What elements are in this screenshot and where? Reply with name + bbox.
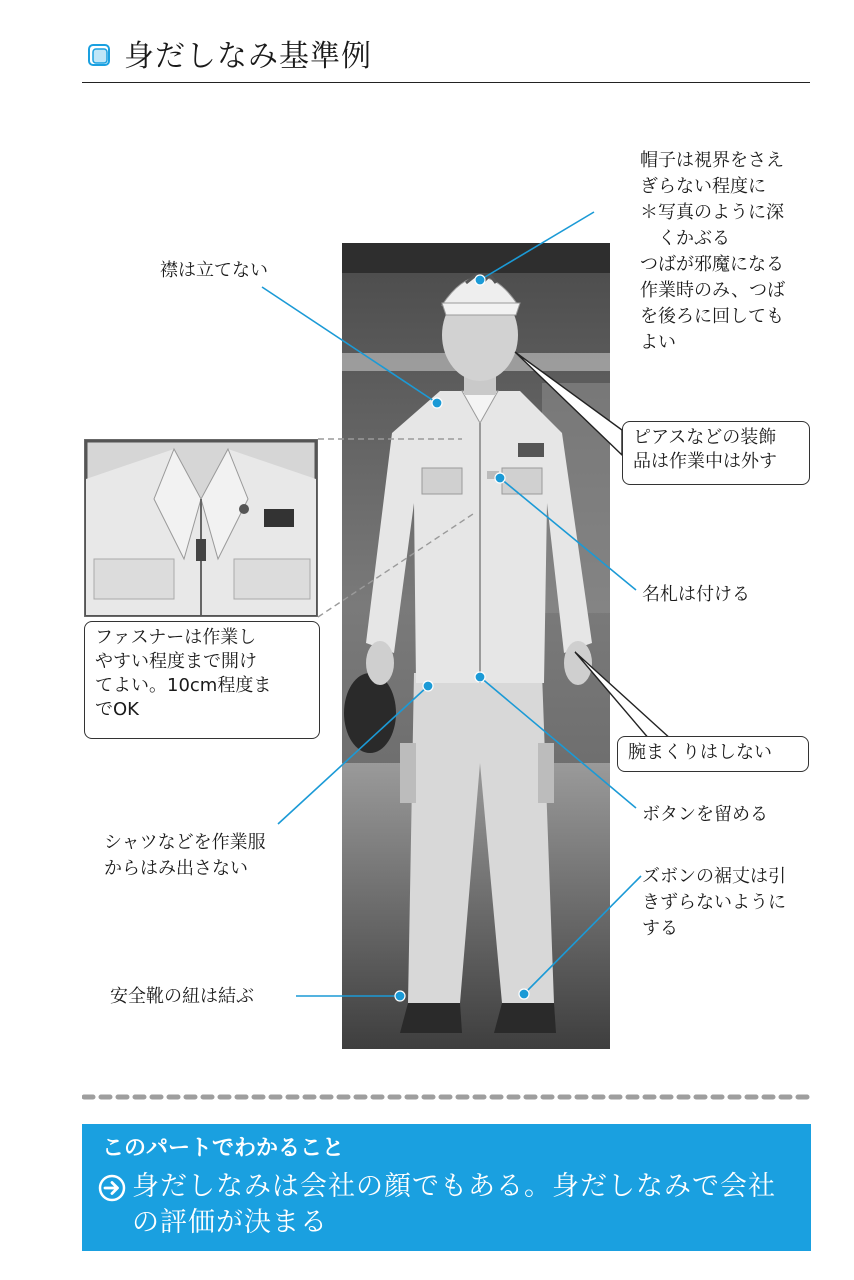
nametag-label: 名札は付ける xyxy=(642,584,750,605)
summary-text: 身だしなみは会社の顔でもある。身だしなみで会社の評価が決まる xyxy=(132,1171,776,1238)
page-header xyxy=(82,38,810,83)
page-title: 身だしなみ基準例 xyxy=(124,39,372,74)
worker-photo xyxy=(342,243,610,1049)
shirt-label: シャツなどを作業服 からはみ出さない xyxy=(104,832,266,879)
arrow-right-icon xyxy=(98,1174,126,1202)
accessories-callout: ピアスなどの装飾 品は作業中は外す xyxy=(622,421,810,485)
shoes-label: 安全靴の紐は結ぶ xyxy=(110,986,254,1007)
summary-panel xyxy=(82,1124,811,1251)
collar-closeup-photo xyxy=(84,439,318,617)
dotted-divider xyxy=(82,1092,812,1102)
trousers-label: ズボンの裾丈は引 きずらないように する xyxy=(642,866,786,939)
sleeves-callout: 腕まくりはしない xyxy=(617,736,809,772)
buttons-label: ボタンを留める xyxy=(642,804,768,825)
summary-heading: このパートでわかること xyxy=(102,1136,345,1161)
collar-label: 襟は立てない xyxy=(160,260,268,281)
rounded-square-icon xyxy=(88,44,110,66)
zipper-callout: ファスナーは作業し やすい程度まで開け てよい。10cm程度ま でOK xyxy=(84,621,320,739)
hat-label: 帽子は視界をさえ ぎらない程度に ＊写真のように深 くかぶる つばが邪魔になる 作業時のみ、つば を後ろに回しても よい xyxy=(640,150,786,353)
